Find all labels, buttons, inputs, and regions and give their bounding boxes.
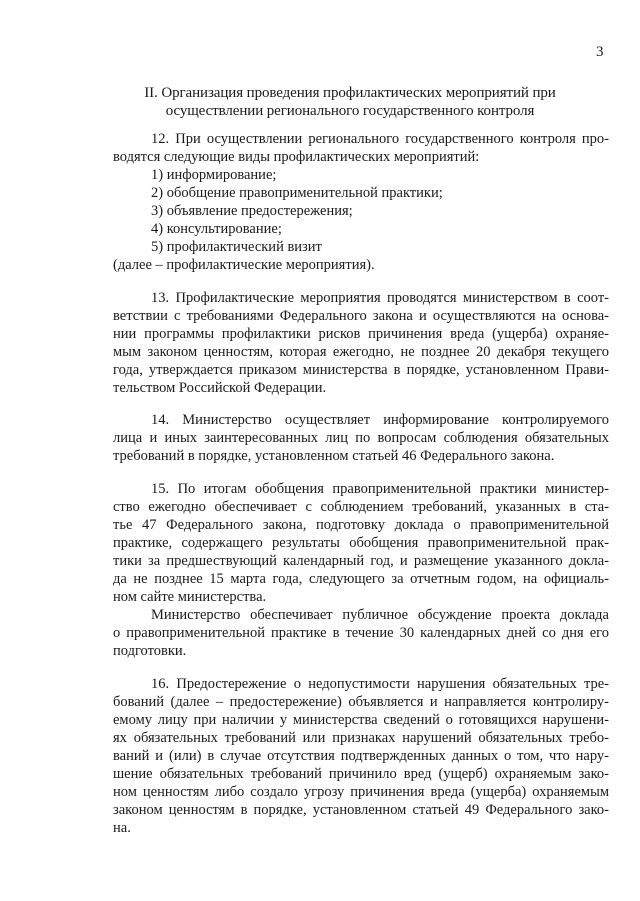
list-item: 1) информирование; xyxy=(151,167,277,183)
text-line: Министерство обеспечивает публичное обсуждение проекта доклада xyxy=(151,607,609,623)
text-line: требований в порядке, установленном статьей 46 Федерального закона. xyxy=(113,448,555,464)
text-line: ваний и (или) в случае отсутствия подтвержденных данных о том, что нару- xyxy=(113,748,609,764)
text-line: (далее – профилактические мероприятия). xyxy=(113,257,375,273)
text-line: о правоприменительной практике в течение 30 календарных дней со дня его xyxy=(113,625,609,641)
text-line: тье 47 Федерального закона, подготовку доклада о правоприменительной xyxy=(113,517,609,533)
text-line: лица и иных заинтересованных лиц по вопросам соблюдения обязательных xyxy=(113,430,609,446)
text-line: тельством Российской Федерации. xyxy=(113,380,327,396)
text-line: да не позднее 15 марта года, следующего за отчетным годом, на официаль- xyxy=(113,571,609,587)
text-line: года, утверждается приказом министерства в порядке, установленном Прави- xyxy=(113,362,609,378)
list-item: 3) объявление предостережения; xyxy=(151,203,353,219)
page-number: 3 xyxy=(596,44,604,60)
text-line: 15. По итогам обобщения правоприменительной практики министер- xyxy=(151,481,609,497)
text-line: на. xyxy=(113,820,131,836)
text-line: тики за предшествующий календарный год, и размещение указанного докла- xyxy=(113,553,609,569)
text-line: 14. Министерство осуществляет информирование контролируемого xyxy=(151,412,609,428)
text-line: ном ценностям либо создало угрозу причинения вреда (ущерба) охраняемым xyxy=(113,784,609,800)
text-line: 12. При осуществлении регионального государственного контроля про- xyxy=(151,131,609,147)
text-line: емому лицу при наличии у министерства сведений о готовящихся нарушени- xyxy=(113,712,609,728)
text-line: 16. Предостережение о недопустимости нарушения обязательных тре- xyxy=(151,676,609,692)
text-line: законом ценностям в порядке, установленном статьей 49 Федерального зако- xyxy=(113,802,609,818)
list-item: 5) профилактический визит xyxy=(151,239,322,255)
text-line: ном сайте министерства. xyxy=(113,589,267,605)
section-title-line-1: II. Организация проведения профилактических мероприятий при xyxy=(144,85,556,101)
text-line: ветствии с требованиями Федерального закона и осуществляются на основа- xyxy=(113,308,609,324)
text-line: ство ежегодно обеспечивает с соблюдением требований, указанных в ста- xyxy=(113,499,609,515)
text-line: водятся следующие виды профилактических мероприятий: xyxy=(113,149,480,165)
text-line: подготовки. xyxy=(113,643,187,659)
text-line: мым законом ценностям, которая ежегодно, не позднее 20 декабря текущего xyxy=(113,344,609,360)
section-title-line-2: осуществлении регионального государственного контроля xyxy=(165,103,535,119)
text-line: бований (далее – предостережение) объявляется и направляется контролиру- xyxy=(113,694,609,710)
text-line: нии программы профилактики рисков причинения вреда (ущерба) охраняе- xyxy=(113,326,609,342)
text-line: 13. Профилактические мероприятия проводятся министерством в соот- xyxy=(151,290,609,306)
list-item: 2) обобщение правоприменительной практики; xyxy=(151,185,443,201)
text-line: практике, содержащего результаты обобщения правоприменительной прак- xyxy=(113,535,609,551)
text-line: ях обязательных требований или признаках нарушений обязательных требо- xyxy=(113,730,609,746)
text-line: шение обязательных требований причинило вред (ущерб) охраняемым зако- xyxy=(113,766,609,782)
section-title xyxy=(90,84,610,120)
list-item: 4) консультирование; xyxy=(151,221,282,237)
